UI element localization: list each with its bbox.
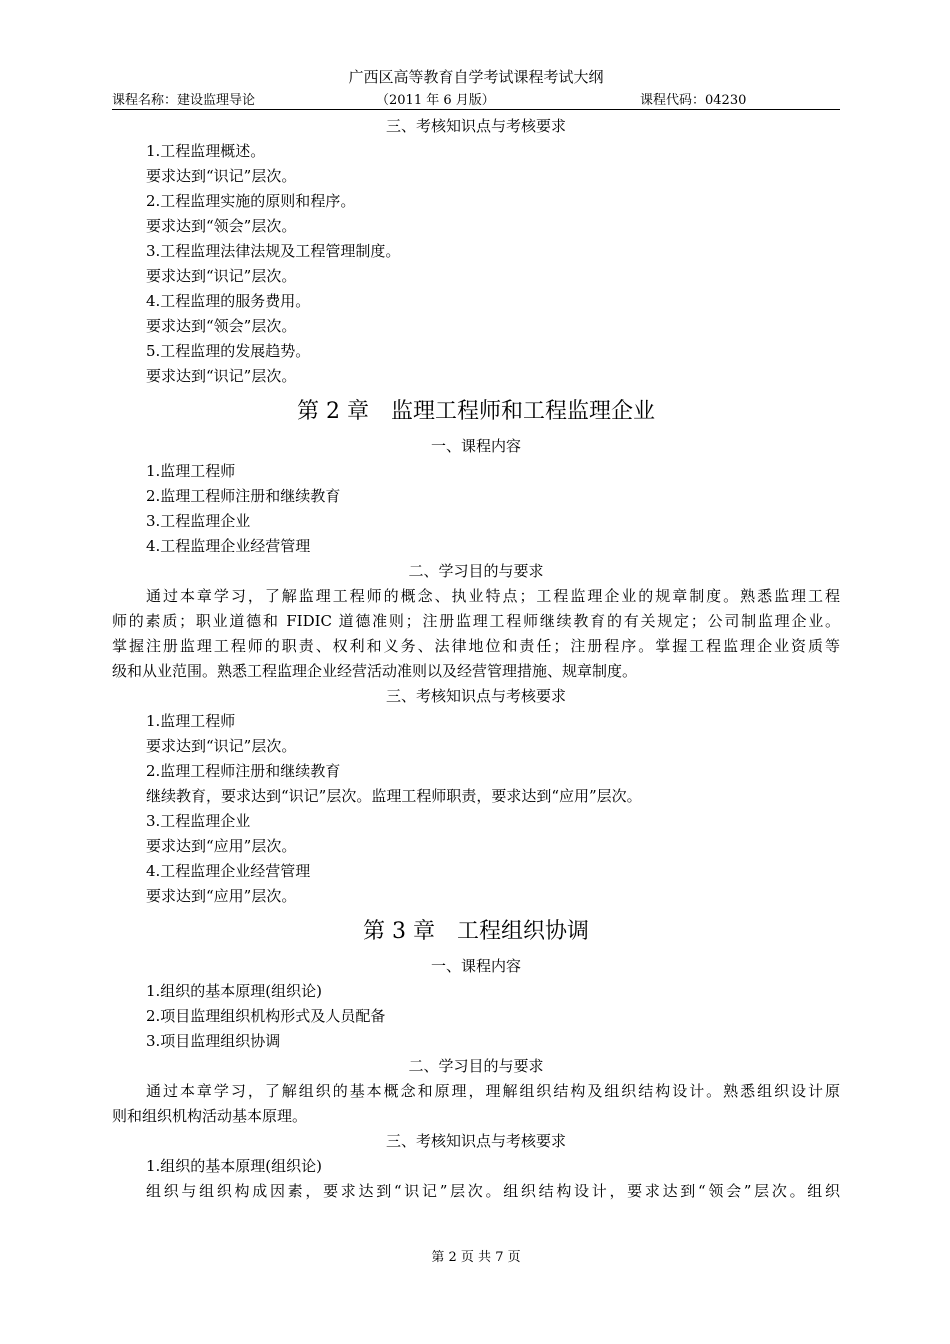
paragraph-line: 通过本章学习，了解组织的基本概念和原理，理解组织结构及组织结构设计。熟悉组织设计原 [146, 1082, 840, 1100]
paragraph-line: 组织与组织构成因素，要求达到“识记”层次。组织结构设计，要求达到“领会”层次。组织 [146, 1182, 840, 1200]
list-item: 3.工程监理企业 [146, 812, 251, 830]
page-number: 第 2 页 共 7 页 [431, 1250, 521, 1265]
course-name: 课程名称：建设监理导论 [112, 93, 256, 108]
section-heading: 三、考核知识点与考核要求 [385, 1132, 566, 1150]
document-body [112, 114, 840, 1204]
exam-outline-title: 广西区高等教育自学考试课程考试大纲 [348, 68, 604, 86]
list-item: 要求达到“领会”层次。 [146, 217, 297, 235]
list-item: 3.工程监理企业 [146, 512, 251, 530]
course-code: 课程代码：04230 [640, 93, 747, 108]
section-heading: 二、学习目的与要求 [408, 562, 544, 580]
paragraph-line: 通过本章学习，了解监理工程师的概念、执业特点；工程监理企业的规章制度。熟悉监理工程 [146, 587, 840, 605]
section-heading: 三、考核知识点与考核要求 [385, 687, 566, 705]
section-heading: 一、课程内容 [430, 437, 521, 455]
list-item: 2.工程监理实施的原则和程序。 [146, 192, 356, 210]
list-item: 4.工程监理企业经营管理 [146, 537, 311, 555]
paragraph-line: 则和组织机构活动基本原理。 [112, 1107, 308, 1125]
list-item: 3.工程监理法律法规及工程管理制度。 [146, 242, 401, 260]
list-item: 继续教育，要求达到“识记”层次。监理工程师职责，要求达到“应用”层次。 [146, 787, 642, 805]
list-item: 要求达到“领会”层次。 [146, 317, 297, 335]
list-item: 要求达到“识记”层次。 [146, 367, 297, 385]
list-item: 要求达到“识记”层次。 [146, 167, 297, 185]
list-item: 1.组织的基本原理(组织论) [146, 982, 323, 1000]
section-heading: 三、考核知识点与考核要求 [385, 117, 566, 135]
list-item: 要求达到“识记”层次。 [146, 737, 297, 755]
chapter-title: 第 2 章 监理工程师和工程监理企业 [297, 399, 655, 424]
list-item: 1.组织的基本原理(组织论) [146, 1157, 323, 1175]
list-item: 1.工程监理概述。 [146, 142, 266, 160]
paragraph-line: 掌握注册监理工程师的职责、权利和义务、法律地位和责任；注册程序。掌握工程监理企业资质等 [112, 637, 840, 655]
paragraph-line: 师的素质；职业道德和 FIDIC 道德准则；注册监理工程师继续教育的有关规定；公司制监理企业。 [112, 612, 840, 630]
list-item: 4.工程监理的服务费用。 [146, 292, 311, 310]
list-item: 4.工程监理企业经营管理 [146, 862, 311, 880]
list-item: 2.监理工程师注册和继续教育 [146, 487, 341, 505]
header-info-row [112, 93, 840, 109]
section-heading: 一、课程内容 [430, 957, 521, 975]
edition-date: （2011 年 6 月版） [376, 93, 495, 108]
list-item: 2.项目监理组织机构形式及人员配备 [146, 1007, 386, 1025]
list-item: 要求达到“识记”层次。 [146, 267, 297, 285]
list-item: 要求达到“应用”层次。 [146, 887, 297, 905]
list-item: 1.监理工程师 [146, 712, 236, 730]
chapter-title: 第 3 章 工程组织协调 [363, 919, 589, 944]
list-item: 要求达到“应用”层次。 [146, 837, 297, 855]
list-item: 5.工程监理的发展趋势。 [146, 342, 311, 360]
header-divider [112, 109, 840, 110]
list-item: 2.监理工程师注册和继续教育 [146, 762, 341, 780]
list-item: 3.项目监理组织协调 [146, 1032, 281, 1050]
paragraph-line: 级和从业范围。熟悉工程监理企业经营活动准则以及经营管理措施、规章制度。 [112, 662, 638, 680]
section-heading: 二、学习目的与要求 [408, 1057, 544, 1075]
list-item: 1.监理工程师 [146, 462, 236, 480]
